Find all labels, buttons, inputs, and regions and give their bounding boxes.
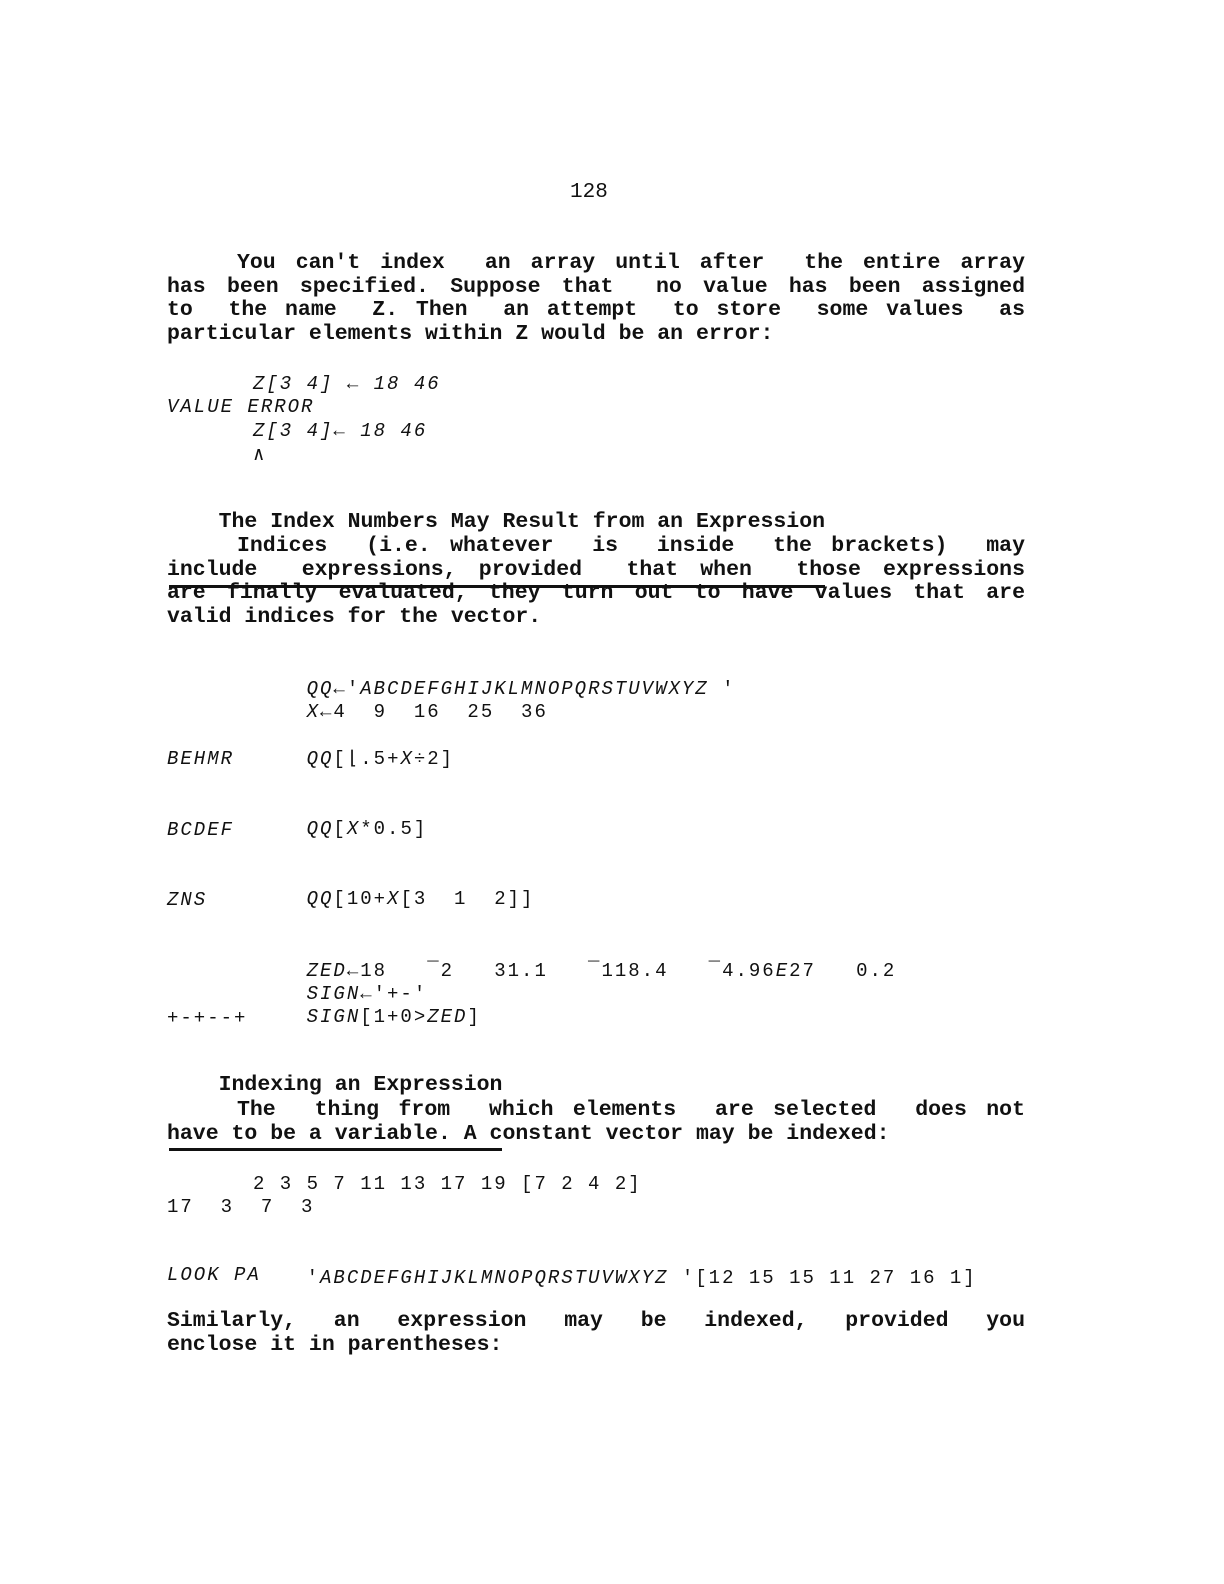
code-result: ZNS [167, 889, 208, 911]
section-heading-text: Indexing an Expression [218, 1073, 503, 1097]
code-line-qq-assign: QQ←'ABCDEFGHIJKLMNOPQRSTUVWXYZ ' [306, 678, 736, 700]
error-caret: ∧ [253, 444, 267, 466]
code-line-sign-assign: SIGN←'+-' [306, 983, 428, 1005]
paragraph-index-after-spec [167, 252, 1025, 346]
paragraph-line: have to be a variable. A constant vector may be indexed: [167, 1121, 890, 1146]
paragraph-line: particular elements within Z would be an error: [167, 321, 774, 346]
paragraph-line: enclose it in parentheses: [167, 1332, 503, 1357]
code-line-sign-index: SIGN[1+0>ZED] [306, 1006, 481, 1028]
code-result: BEHMR [167, 748, 235, 770]
paragraph-line: The thing from which elements are selected does not [237, 1098, 1025, 1122]
code-line-expression: QQ[X*0.5] [306, 818, 428, 840]
code-line-x-assign: X←4 9 16 25 36 [306, 701, 548, 723]
code-line-expression: QQ[10+X[3 1 2]] [306, 888, 535, 910]
section-heading-text: The Index Numbers May Result from an Expression [218, 510, 826, 534]
code-result: 17 3 7 3 [167, 1196, 315, 1218]
code-line-expression: QQ[⌊.5+X÷2] [306, 748, 455, 770]
paragraph-constant-vector [167, 1099, 1025, 1146]
code-result: BCDEF [167, 819, 235, 841]
code-line: Z[3 4]← 18 46 [253, 420, 428, 442]
code-line-string-index: 'ABCDEFGHIJKLMNOPQRSTUVWXYZ '[12 15 15 11 27 16 1] [306, 1267, 977, 1289]
heading-underline [169, 1148, 502, 1151]
paragraph-line: include expressions, provided that when those expressions [167, 557, 1025, 582]
paragraph-indices-expressions [167, 535, 1025, 629]
page-number: 128 [570, 181, 608, 204]
code-result: +-+--+ [167, 1007, 248, 1029]
paragraph-expression-indexed [167, 1310, 1025, 1357]
paragraph-line: has been specified. Suppose that no value has been assigned [167, 274, 1025, 299]
code-line: Z[3 4] ← 18 46 [253, 373, 441, 395]
paragraph-line: to the name Z. Then an attempt to store some values as [167, 298, 1025, 322]
code-result: LOOK PA [167, 1264, 261, 1286]
code-line-constant-index: 2 3 5 7 11 13 17 19 [7 2 4 2] [253, 1173, 642, 1195]
paragraph-line: Indices (i.e. whatever is inside the brackets) may [237, 534, 1025, 558]
error-message: VALUE ERROR [167, 396, 315, 418]
paragraph-line: valid indices for the vector. [167, 604, 542, 629]
paragraph-line: Similarly, an expression may be indexed, provided you [167, 1309, 1025, 1333]
paragraph-line: You can't index an array until after the entire array [237, 251, 1025, 275]
code-line-zed-assign: ZED←18 ¯2 31.1 ¯118.4 ¯4.96E27 0.2 [306, 960, 897, 982]
paragraph-line: are finally evaluated, they turn out to have values that are [167, 581, 1025, 605]
